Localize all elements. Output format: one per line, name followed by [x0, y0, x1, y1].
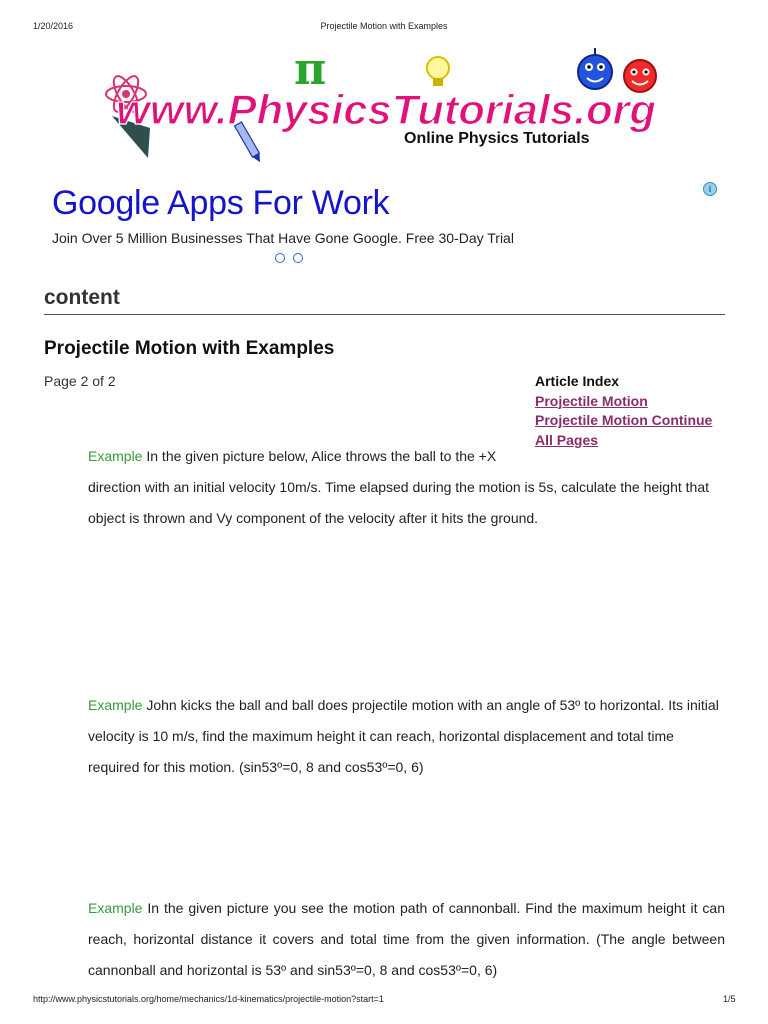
logo-tagline: Online Physics Tutorials [404, 130, 590, 147]
print-footer-url: http://www.physicstutorials.org/home/mechanics/1d-kinematics/projectile-motion?start=1 [33, 994, 384, 1004]
example-paragraph-2 [88, 690, 725, 783]
example-text: John kicks the ball and ball does projectile motion with an angle of 53º to horizontal. Its initial velocity is 10 m/s, find the maximum height it can reach, horizontal displacement and total time required for this motion. (sin53º=0, 8 and cos53º=0, 6) [88, 697, 719, 775]
example-label: Example [88, 697, 143, 713]
index-link-all-pages[interactable]: All Pages [535, 431, 599, 448]
ad-subtitle[interactable]: Join Over 5 Million Businesses That Have Gone Google. Free 30-Day Trial [52, 230, 514, 246]
example-paragraph-1 [88, 441, 725, 534]
print-title: Projectile Motion with Examples [320, 21, 448, 31]
section-heading: content [44, 286, 120, 309]
lightbulb-icon [427, 57, 449, 86]
print-date: 1/20/2016 [33, 21, 74, 31]
article-index [535, 372, 712, 450]
ad-title-link[interactable]: Google Apps For Work [52, 184, 390, 222]
ad-carousel-dot-2[interactable] [293, 253, 303, 263]
example-text: In the given picture you see the motion path of cannonball. Find the maximum height it can reach, horizontal distance it covers and total time from the given information. (The angle between cannonball and horizontal is 53º and sin53º=0, 8 and cos53º=0, 6) [88, 900, 725, 978]
example-paragraph-3 [88, 893, 725, 986]
index-link-projectile-motion-continue[interactable]: Projectile Motion Continue [535, 412, 713, 428]
example-text: In the given picture below, Alice throws the ball to the +X [142, 448, 497, 464]
pi-icon: π [294, 46, 327, 95]
smiley-blue-icon [578, 48, 612, 89]
example-label: Example [88, 448, 143, 464]
ad-carousel-dot-1[interactable] [275, 253, 285, 263]
print-footer-page: 1/5 [723, 994, 736, 1004]
logo-site-text: www.PhysicsTutorials.org [116, 86, 656, 133]
example-label: Example [88, 900, 143, 916]
site-logo[interactable] [98, 46, 668, 171]
example-text-continued: direction with an initial velocity 10m/s. Time elapsed during the motion is 5s, calculate the height that object is thrown and Vy component of the velocity after it hits the ground. [88, 479, 709, 526]
page-indicator: Page 2 of 2 [44, 373, 116, 389]
index-link-projectile-motion[interactable]: Projectile Motion [535, 392, 648, 409]
article-index-heading: Article Index [535, 373, 620, 389]
ad-info-icon[interactable]: i [703, 182, 717, 196]
article-title: Projectile Motion with Examples [44, 338, 335, 359]
section-divider [44, 314, 725, 315]
